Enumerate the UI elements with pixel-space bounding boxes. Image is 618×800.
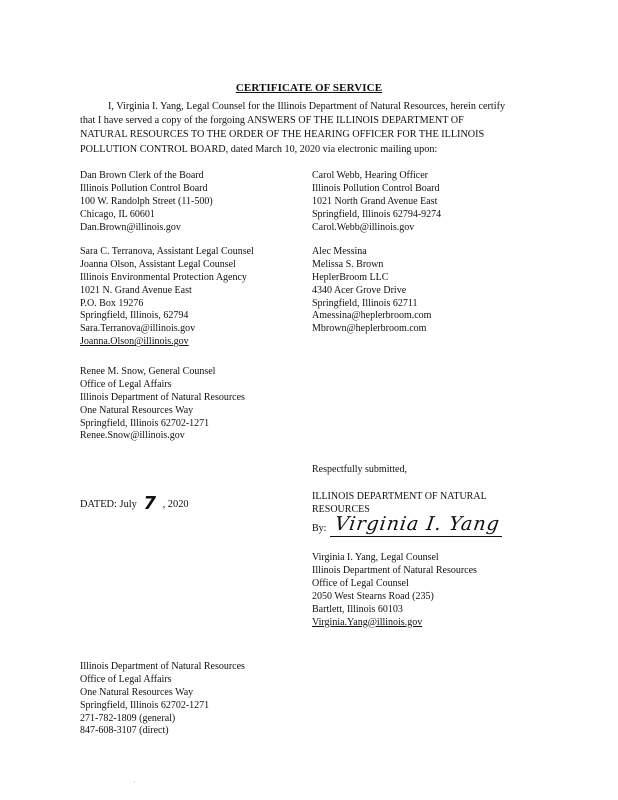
address-line: One Natural Resources Way: [80, 404, 194, 416]
address-line: Joanna Olson, Assistant Legal Counsel: [80, 258, 236, 270]
address-line: Renee M. Snow, General Counsel: [80, 366, 216, 377]
signer-line: Bartlett, Illinois 60103: [312, 603, 403, 615]
address-line: Springfield, Illinois 62711: [312, 297, 418, 309]
email-link[interactable]: Carol.Webb@illinois.gov: [312, 221, 415, 233]
recipient-heplerbroom: [312, 246, 431, 336]
address-line: P.O. Box 19276: [80, 297, 144, 309]
email-link[interactable]: Dan.Brown@illinois.gov: [80, 221, 181, 233]
address-line: Sara C. Terranova, Assistant Legal Counsel: [80, 246, 254, 257]
signer-line: 2050 West Stearns Road (235): [312, 590, 434, 602]
address-line: Illinois Pollution Control Board: [80, 182, 208, 194]
address-line: HeplerBroom LLC: [312, 271, 389, 283]
address-line: Springfield, Illinois, 62794: [80, 310, 189, 322]
dated-suffix: , 2020: [162, 499, 189, 510]
handwritten-signature: Virginia I. Yang: [333, 513, 502, 535]
email-link[interactable]: Renee.Snow@illinois.gov: [80, 430, 185, 442]
footer-line: Illinois Department of Natural Resources: [80, 661, 245, 672]
dated-line: [80, 491, 189, 512]
email-link[interactable]: Joanna.Olson@illinois.gov: [80, 336, 189, 348]
intro-line: that I have served a copy of the forgoing ANSWERS OF THE ILLINOIS DEPARTMENT OF: [80, 115, 464, 127]
signer-line: Virginia I. Yang, Legal Counsel: [312, 552, 439, 563]
recipient-iepa: [80, 246, 254, 349]
address-line: Springfield, Illinois 62702-1271: [80, 417, 210, 429]
signature-line: [330, 535, 502, 537]
address-line: 4340 Acer Grove Drive: [312, 284, 407, 296]
intro-paragraph: [80, 100, 542, 157]
signer-line: Illinois Department of Natural Resources: [312, 564, 477, 576]
address-line: 1021 N. Grand Avenue East: [80, 284, 192, 296]
address-line: Alec Messina: [312, 246, 367, 257]
dated-day: 7: [143, 493, 156, 514]
address-line: Dan Brown Clerk of the Board: [80, 170, 204, 181]
address-line: 100 W. Randolph Street (11-500): [80, 195, 213, 207]
recipient-clerk: [80, 170, 213, 234]
email-link[interactable]: Sara.Terranova@illinois.gov: [80, 323, 196, 335]
footer-line: 847-608-3107 (direct): [80, 725, 169, 737]
signer-line: Office of Legal Counsel: [312, 577, 409, 589]
by-label: By:: [312, 523, 327, 534]
email-link[interactable]: Amessina@heplerbroom.com: [312, 310, 432, 322]
address-line: Illinois Environmental Protection Agency: [80, 271, 247, 283]
intro-line: POLLUTION CONTROL BOARD, dated March 10, 2020 via electronic mailing upon:: [80, 143, 438, 155]
email-link[interactable]: Mbrown@heplerbroom.com: [312, 323, 427, 335]
address-line: Illinois Pollution Control Board: [312, 182, 440, 194]
address-line: Carol Webb, Hearing Officer: [312, 170, 429, 181]
address-line: Illinois Department of Natural Resources: [80, 391, 245, 403]
intro-line: I, Virginia I. Yang, Legal Counsel for the Illinois Department of Natural Resources, herein certify: [108, 101, 506, 112]
address-line: Melissa S. Brown: [312, 258, 384, 270]
recipient-hearing-officer: [312, 170, 441, 234]
email-link[interactable]: Virginia.Yang@illinois.gov: [312, 616, 423, 628]
signer-block: [312, 552, 477, 629]
footer-line: 271-782-1809 (general): [80, 712, 176, 724]
document-title: CERTIFICATE OF SERVICE: [235, 82, 383, 94]
intro-line: NATURAL RESOURCES TO THE ORDER OF THE HEARING OFFICER FOR THE ILLINOIS: [80, 129, 485, 141]
dated-prefix: DATED: July: [80, 499, 137, 510]
address-line: Springfield, Illinois 62794-9274: [312, 208, 442, 220]
footer-line: Office of Legal Affairs: [80, 673, 172, 685]
address-line: Chicago, IL 60601: [80, 208, 155, 220]
footer-address: [80, 661, 245, 738]
footer-line: One Natural Resources Way: [80, 686, 194, 698]
footer-line: Springfield, Illinois 62702-1271: [80, 699, 210, 711]
address-line: 1021 North Grand Avenue East: [312, 195, 438, 207]
org-line: ILLINOIS DEPARTMENT OF NATURAL: [312, 491, 487, 502]
org-line: RESOURCES: [312, 503, 370, 515]
recipient-general-counsel: [80, 366, 245, 443]
address-line: Office of Legal Affairs: [80, 378, 172, 390]
page-mark: ·: [133, 778, 136, 787]
closing-text: Respectfully submitted,: [312, 464, 407, 475]
